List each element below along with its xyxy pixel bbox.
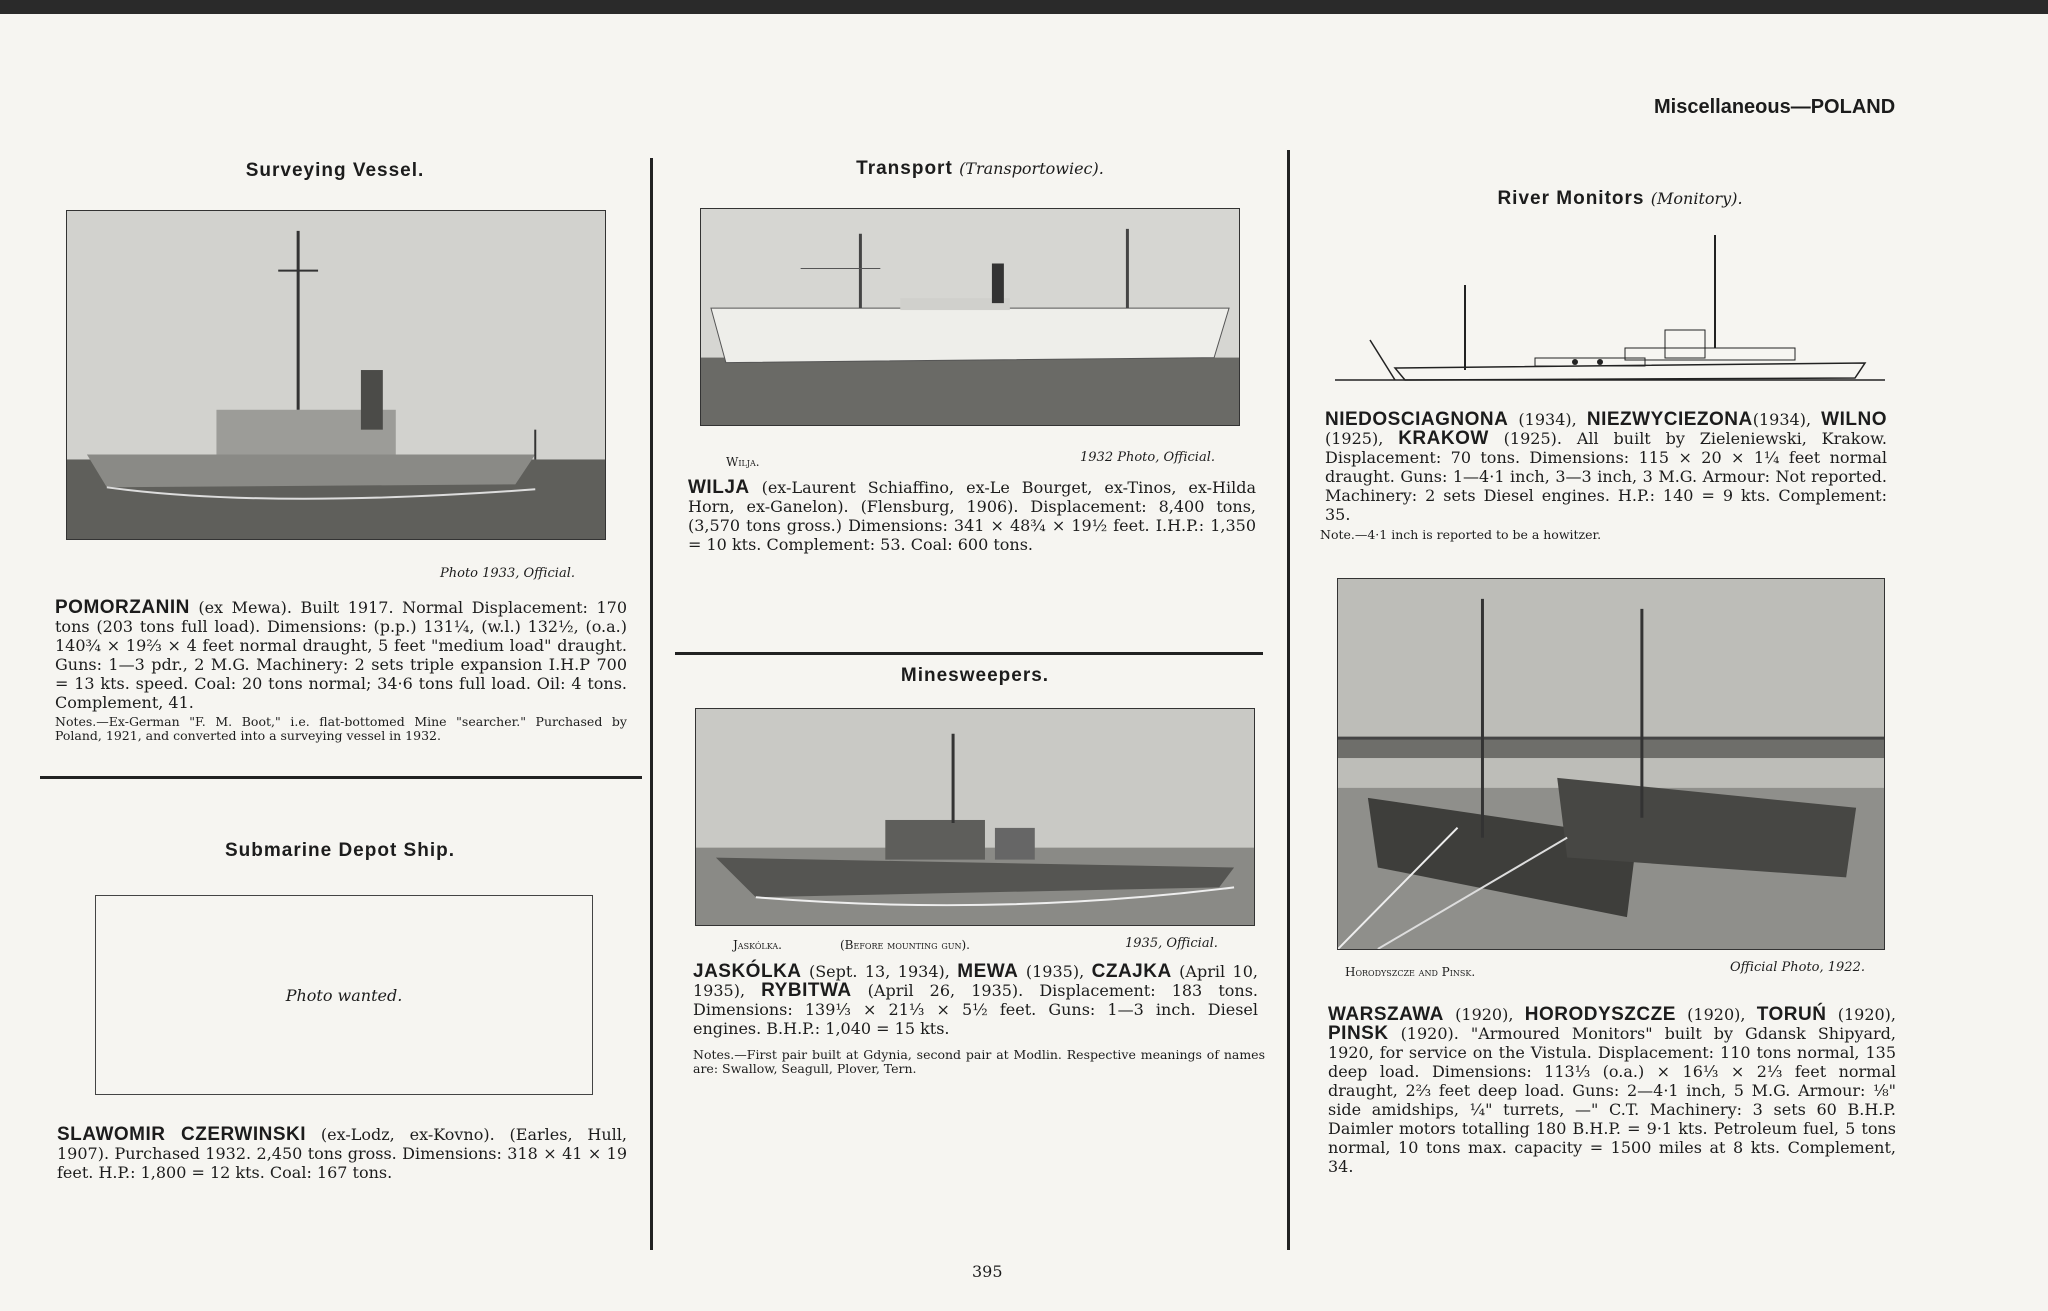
minesweepers-heading: Minesweepers. <box>900 665 1050 686</box>
pomorzanin-notes: Notes.—Ex-German "F. M. Boot," i.e. flat-bottomed Mine "searcher." Purchased by Poland, 1921, and converted into a surveying vessel in 1932. <box>55 714 627 743</box>
section-divider-left <box>40 776 642 779</box>
transport-heading <box>730 158 1230 180</box>
minesweepers-text: (April 26, 1935). Displacement: 183 tons. Dimensions: 139⅓ × 21⅓ × 5½ feet. Guns: 1—3 inch. Diesel engines. B.H.P.: 1,040 = 15 kts. <box>693 981 1258 1038</box>
minesweepers-description <box>693 962 1258 1038</box>
photo-wanted-box <box>95 895 593 1095</box>
page-number: 395 <box>972 1262 1003 1281</box>
wilja-description <box>688 478 1256 554</box>
mewa-date: (1935), <box>1018 962 1092 981</box>
warszawa-date: (1920), <box>1443 1005 1525 1024</box>
niedosciagnona-description <box>1325 410 1887 524</box>
jaskolka-photo <box>695 708 1255 926</box>
czerwinski-text: (ex-Lodz, ex-Kovno). (Earles, Hull, 1907). Purchased 1932. 2,450 tons gross. Dimensions: 318 × 41 × 19 feet. H.P.: 1,800 = 12 kts. Coal: 167 tons. <box>57 1125 627 1182</box>
monitors-text: (1925). All built by Zieleniewski, Krakow. Displacement: 70 tons. Dimensions: 115 × 20 × 1¼ feet normal draught. Guns: 1—4·1 inch, 3—3 inch, 3 M.G. Armour: Not reported. Machinery: 2 sets Diesel engines. H.P.: 140 = 9 kts. Complement: 35. <box>1325 429 1888 524</box>
running-title: Miscellaneous—POLAND <box>1654 96 1896 118</box>
pomorzanin-photo-caption: Photo 1933, Official. <box>440 566 575 581</box>
jaskolka-name: JASKÓLKA <box>693 961 802 982</box>
wilja-text: (ex-Laurent Schiaffino, ex-Le Bourget, ex-Tinos, ex-Hilda Horn, ex-Ganelon). (Flensburg, 1906). Displacement: 8,400 tons, (3,570 tons gross.) Dimensions: 341 × 48¾ × 19½ feet. I.H.P.: 1,350 = 10 kts. Complement: 53. Coal: 600 tons. <box>688 478 1256 554</box>
wilja-caption-left: Wilja. <box>726 455 760 469</box>
czerwinski-name: SLAWOMIR CZERWINSKI <box>57 1124 307 1145</box>
czajka-date: (April 10, 1935), <box>693 962 1258 1000</box>
page-top-edge <box>0 0 2048 14</box>
column-divider-left <box>650 158 653 1250</box>
pomorzanin-description <box>55 598 627 712</box>
warszawa-name: WARSZAWA <box>1328 1004 1444 1025</box>
monitor-silhouette-drawing <box>1335 230 1885 395</box>
wilja-photo <box>700 208 1240 426</box>
jaskolka-date: (Sept. 13, 1934), <box>801 962 958 981</box>
mewa-name: MEWA <box>957 961 1019 982</box>
monitors-heading <box>1380 188 1860 210</box>
rybitwa-name: RYBITWA <box>761 980 852 1001</box>
horodyszcze-date: (1920), <box>1675 1005 1757 1024</box>
pinsk-name: PINSK <box>1328 1023 1389 1044</box>
niezwyciezona-date: (1934), <box>1752 410 1822 429</box>
horodyszcze-pinsk-photo <box>1337 578 1885 950</box>
minesweepers-notes: Notes.—First pair built at Gdynia, second pair at Modlin. Respective meanings of names are: Swallow, Seagull, Plover, Tern. <box>693 1047 1265 1076</box>
jaskolka-caption-mid: (Before mounting gun). <box>840 938 970 952</box>
jaskolka-caption-right: 1935, Official. <box>1125 936 1218 951</box>
transport-heading-title: Transport <box>856 158 953 179</box>
niedosciagnona-name: NIEDOSCIAGNONA <box>1325 409 1509 430</box>
krakow-name: KRAKOW <box>1398 428 1489 449</box>
niezwyciezona-name: NIEZWYCIEZONA <box>1586 409 1753 430</box>
wilno-date: (1925), <box>1325 429 1399 448</box>
monitors-heading-title: River Monitors <box>1497 188 1645 209</box>
warszawa-text: (1920). "Armoured Monitors" built by Gdansk Shipyard, 1920, for service on the Vistula. Displacement: 110 tons normal, 135 deep load. Dimensions: 113⅓ (o.a.) × 16⅓ × 2⅓ feet normal draught, 2⅔ feet deep load. Guns: 2—4·1 inch, 5 M.G. Armour: ⅛" side amidships, ¼" turrets, —" C.T. Machinery: 3 sets 60 B.H.P. Daimler motors totalling 180 B.H.P. = 9·1 kts. Petroleum fuel, 5 tons normal, 10 tons max. capacity = 1500 miles at 8 kts. Complement, 34. <box>1328 1024 1896 1176</box>
wilja-caption-right: 1932 Photo, Official. <box>1080 450 1215 465</box>
czajka-name: CZAJKA <box>1091 961 1172 982</box>
transport-heading-sub: (Transportowiec). <box>959 159 1104 178</box>
monitors-caption-left: Horodyszcze and Pinsk. <box>1345 965 1476 979</box>
column-divider-right <box>1287 150 1290 1250</box>
monitors-heading-sub: (Monitory). <box>1650 189 1743 208</box>
warszawa-description <box>1328 1005 1896 1176</box>
torun-date: (1920), <box>1826 1005 1897 1024</box>
horodyszcze-name: HORODYSZCZE <box>1524 1004 1676 1025</box>
pomorzanin-name: POMORZANIN <box>55 597 190 618</box>
wilno-name: WILNO <box>1821 409 1887 430</box>
wilja-name: WILJA <box>688 477 750 498</box>
section-divider-middle <box>675 652 1263 655</box>
photo-wanted-label: Photo wanted. <box>285 985 403 1005</box>
czerwinski-description <box>57 1125 627 1182</box>
surveying-heading: Surveying Vessel. <box>245 160 425 181</box>
monitors-note: Note.—4·1 inch is reported to be a howitzer. <box>1320 527 1602 542</box>
depot-heading: Submarine Depot Ship. <box>224 840 456 861</box>
niedosciagnona-date: (1934), <box>1508 410 1587 429</box>
monitors-caption-right: Official Photo, 1922. <box>1730 960 1865 975</box>
jaskolka-caption-left: Jaskólka. <box>733 938 782 952</box>
pomorzanin-photo <box>66 210 606 540</box>
torun-name: TORUŃ <box>1756 1004 1827 1025</box>
pomorzanin-text: (ex Mewa). Built 1917. Normal Displacement: 170 tons (203 tons full load). Dimensions: (p.p.) 131¼, (w.l.) 132½, (o.a.) 140¾ × 19⅔ × 4 feet normal draught, 5 feet "medium load" draught. Guns: 1—3 pdr., 2 M.G. Machinery: 2 sets triple expansion I.H.P 700 = 13 kts. speed. Coal: 20 tons normal; 34·6 tons full load. Oil: 4 tons. Complement, 41. <box>55 598 627 712</box>
